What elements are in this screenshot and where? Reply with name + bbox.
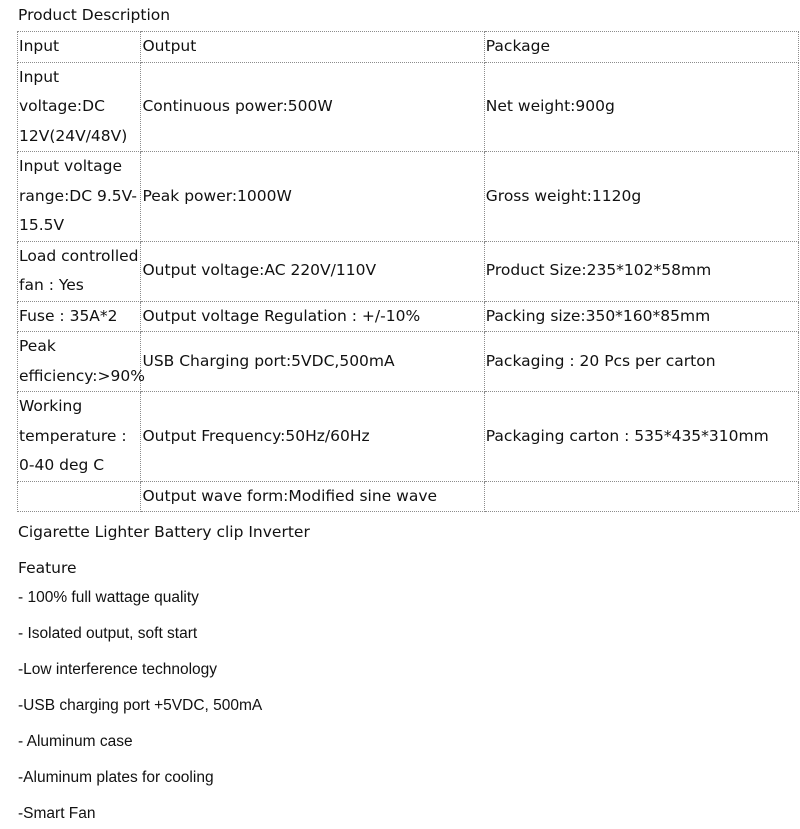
- table-row: [18, 481, 799, 512]
- table-cell: Continuous power:500W: [141, 62, 484, 152]
- table-row: [18, 241, 799, 301]
- table-cell: Product Size:235*102*58mm: [484, 241, 798, 301]
- table-row: [18, 301, 799, 332]
- table-cell: Input: [18, 32, 141, 63]
- feature-item: -USB charging port +5VDC, 500mA: [18, 697, 263, 714]
- table-cell: Fuse : 35A*2: [18, 301, 141, 332]
- table-cell: Input voltage:DC 12V(24V/48V): [18, 62, 141, 152]
- feature-heading: Feature: [18, 559, 77, 577]
- table-cell: Output Frequency:50Hz/60Hz: [141, 392, 484, 482]
- table-cell: Output voltage:AC 220V/110V: [141, 241, 484, 301]
- table-row: [18, 392, 799, 482]
- table-cell: Package: [484, 32, 798, 63]
- table-cell: Working temperature : 0-40 deg C: [18, 392, 141, 482]
- table-cell: Packaging carton : 535*435*310mm: [484, 392, 798, 482]
- table-cell: Output: [141, 32, 484, 63]
- feature-item: -Aluminum plates for cooling: [18, 769, 214, 786]
- section-title: Product Description: [18, 6, 171, 24]
- spec-table: [17, 31, 799, 512]
- feature-item: - 100% full wattage quality: [18, 589, 199, 606]
- table-cell: [18, 481, 141, 512]
- table-header-row: [18, 32, 799, 63]
- table-cell: Input voltage range:DC 9.5V-15.5V: [18, 152, 141, 242]
- table-row: [18, 152, 799, 242]
- feature-item: - Isolated output, soft start: [18, 625, 198, 642]
- table-cell: Net weight:900g: [484, 62, 798, 152]
- table-cell: Peak efficiency:>90%: [18, 332, 141, 392]
- table-cell: Packing size:350*160*85mm: [484, 301, 798, 332]
- feature-item: -Low interference technology: [18, 661, 218, 678]
- table-cell: USB Charging port:5VDC,500mA: [141, 332, 484, 392]
- feature-item: - Aluminum case: [18, 733, 133, 750]
- feature-item: -Smart Fan: [18, 805, 96, 822]
- product-name: Cigarette Lighter Battery clip Inverter: [18, 523, 310, 541]
- spec-table-body: [18, 32, 799, 512]
- table-cell: Load controlled fan : Yes: [18, 241, 141, 301]
- table-row: [18, 62, 799, 152]
- table-cell: Packaging : 20 Pcs per carton: [484, 332, 798, 392]
- table-cell: Gross weight:1120g: [484, 152, 798, 242]
- table-cell: Output voltage Regulation : +/-10%: [141, 301, 484, 332]
- table-cell: [484, 481, 798, 512]
- table-row: [18, 332, 799, 392]
- table-cell: Peak power:1000W: [141, 152, 484, 242]
- table-cell: Output wave form:Modified sine wave: [141, 481, 484, 512]
